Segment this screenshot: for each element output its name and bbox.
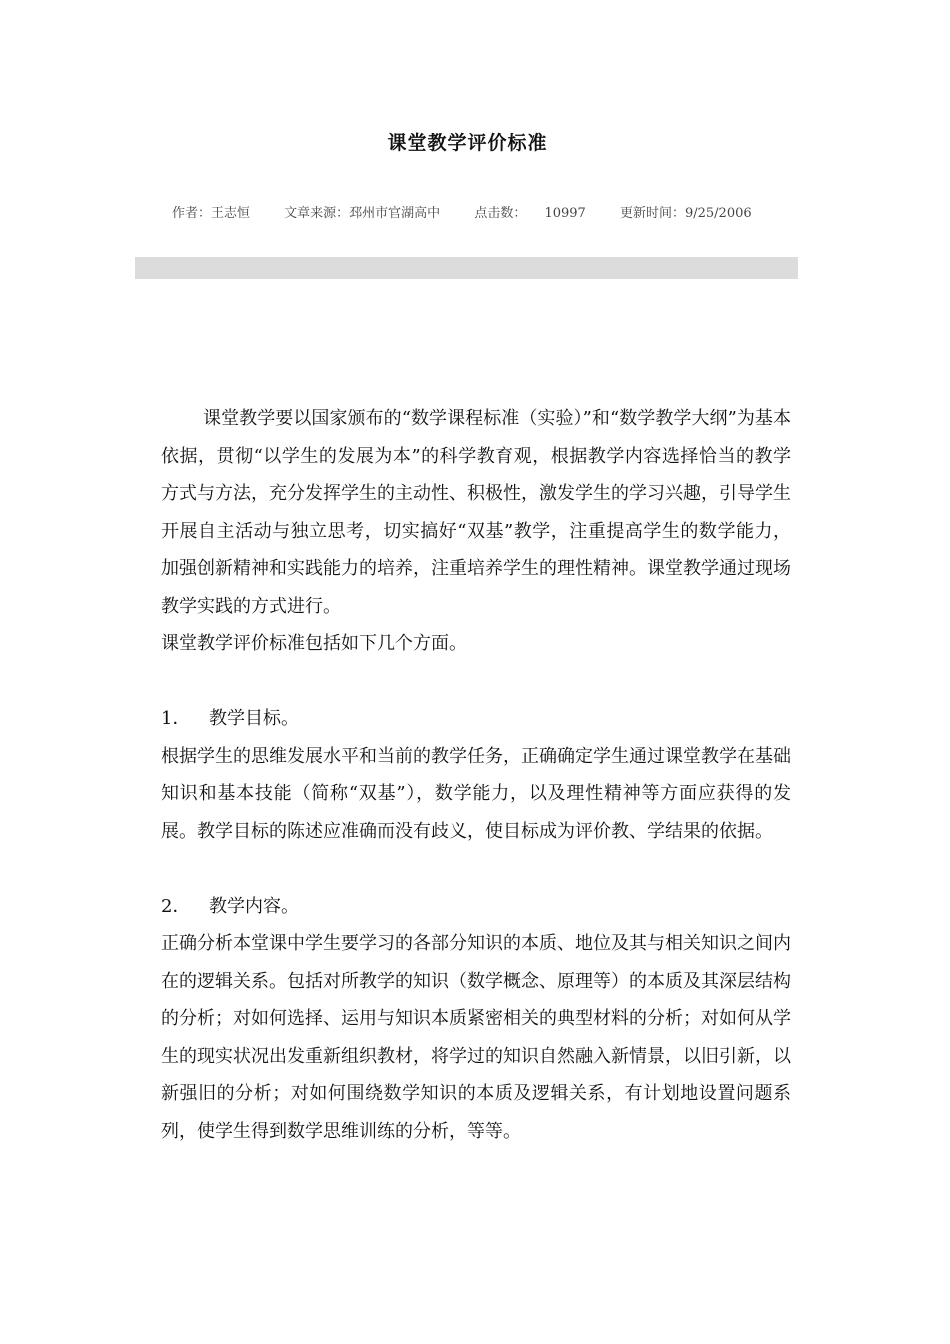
update-time: 更新时间：9/25/2006 (619, 206, 752, 221)
spacer (161, 850, 791, 888)
click-count-label: 点击数： (474, 206, 527, 221)
section-heading-1 (161, 700, 791, 738)
summary-line: 课堂教学评价标准包括如下几个方面。 (161, 633, 467, 654)
article-source: 文章来源：邳州市官湖高中 (284, 206, 441, 221)
author: 作者：王志恒 (172, 206, 251, 221)
section-title: 教学内容。 (209, 895, 299, 917)
section-title: 教学目标。 (209, 708, 299, 729)
section-text-1: 根据学生的思维发展水平和当前的教学任务，正确确定学生通过课堂教学在基础知识和基本技能（简称“双基”），数学能力，以及理性精神等方面应获得的发展。教学目标的陈述应准确而没有歧义，使目标成为评价教、学结果的依据。 (161, 745, 791, 842)
section-number: 1． (161, 708, 191, 729)
click-count-value: 10997 (544, 206, 586, 221)
page-title: 课堂教学评价标准 (387, 132, 548, 154)
section-heading-2 (161, 888, 791, 926)
section-number: 2． (161, 895, 191, 917)
intro-paragraph: 课堂教学要以国家颁布的“数学课程标准（实验）”和“数学教学大纲”为基本依据，贯彻“以学生的发展为本”的科学教育观，根据教学内容选择恰当的教学方式与方法，充分发挥学生的主动性、积极性，激发学生的学习兴趣，引导学生开展自主活动与独立思考，切实搞好“双基”教学，注重提高学生的数学能力，加强创新精神和实践能力的培养，注重培养学生的理性精神。课堂教学通过现场教学实践的方式进行。 (161, 408, 791, 617)
divider-bar (135, 257, 798, 279)
section-text-2: 正确分析本堂课中学生要学习的各部分知识的本质、地位及其与相关知识之间内在的逻辑关系。包括对所教学的知识（数学概念、原理等）的本质及其深层结构的分析；对如何选择、运用与知识本质紧密相关的典型材料的分析；对如何从学生的现实状况出发重新组织教材，将学过的知识自然融入新情景，以旧引新，以新强旧的分析；对如何围绕数学知识的本质及逻辑关系，有计划地设置问题系列，使学生得到数学思维训练的分析，等等。 (161, 933, 791, 1142)
article-meta (172, 202, 752, 221)
article-body (161, 400, 791, 1150)
spacer (161, 663, 791, 701)
